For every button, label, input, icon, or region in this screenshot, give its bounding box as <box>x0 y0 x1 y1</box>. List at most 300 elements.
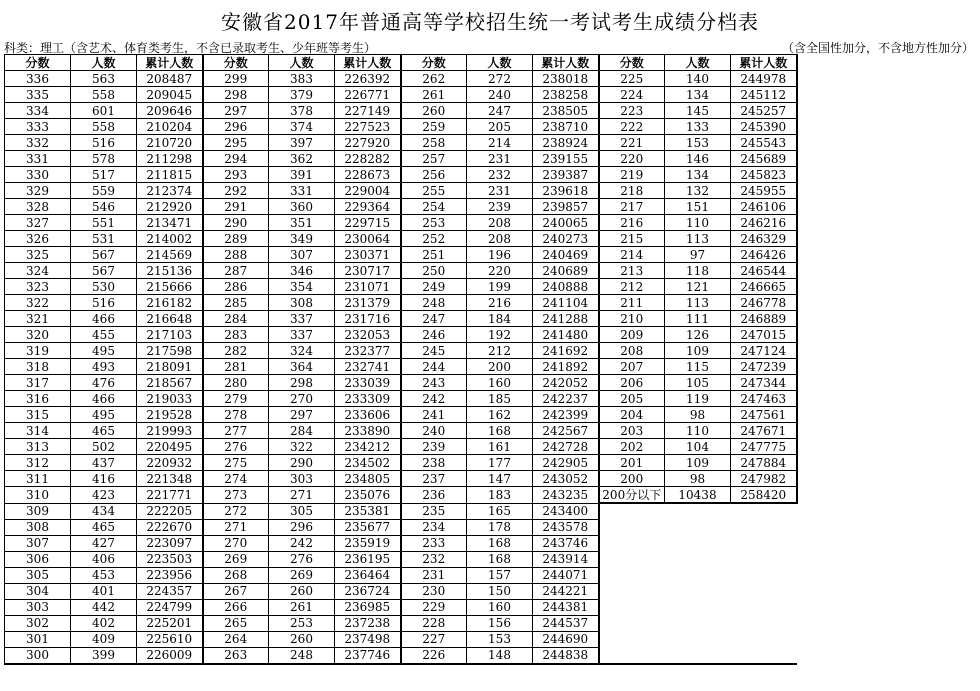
score-cell: 241 <box>401 407 467 423</box>
count-cell: 465 <box>71 519 137 535</box>
cumulative-cell: 242728 <box>533 439 599 455</box>
cumulative-cell: 236464 <box>335 567 401 583</box>
table-row <box>5 215 797 231</box>
table-row <box>5 391 797 407</box>
count-cell: 303 <box>269 471 335 487</box>
count-cell: 133 <box>665 119 731 135</box>
score-cell: 313 <box>5 439 71 455</box>
empty-cell <box>731 647 797 664</box>
score-cell: 332 <box>5 135 71 151</box>
score-cell: 286 <box>203 279 269 295</box>
score-cell: 327 <box>5 215 71 231</box>
cumulative-cell: 235076 <box>335 487 401 504</box>
score-cell: 217 <box>599 199 665 215</box>
score-cell: 250 <box>401 263 467 279</box>
empty-cell <box>599 535 665 551</box>
score-cell: 212 <box>599 279 665 295</box>
score-cell: 200分以下 <box>599 487 665 504</box>
cumulative-cell: 240888 <box>533 279 599 295</box>
count-cell: 98 <box>665 471 731 487</box>
count-cell: 153 <box>467 631 533 647</box>
header-row <box>5 55 797 71</box>
count-cell: 558 <box>71 87 137 103</box>
cumulative-cell: 220932 <box>137 455 203 471</box>
count-cell: 391 <box>269 167 335 183</box>
count-cell: 212 <box>467 343 533 359</box>
cumulative-cell: 229004 <box>335 183 401 199</box>
score-cell: 202 <box>599 439 665 455</box>
cumulative-cell: 241288 <box>533 311 599 327</box>
count-cell: 253 <box>269 615 335 631</box>
count-cell: 416 <box>71 471 137 487</box>
cumulative-cell: 222670 <box>137 519 203 535</box>
score-cell: 231 <box>401 567 467 583</box>
count-cell: 284 <box>269 423 335 439</box>
table-row <box>5 407 797 423</box>
count-cell: 132 <box>665 183 731 199</box>
cumulative-cell: 236985 <box>335 599 401 615</box>
score-cell: 324 <box>5 263 71 279</box>
score-cell: 233 <box>401 535 467 551</box>
score-cell: 279 <box>203 391 269 407</box>
score-cell: 258 <box>401 135 467 151</box>
score-cell: 317 <box>5 375 71 391</box>
count-cell: 205 <box>467 119 533 135</box>
count-cell: 260 <box>269 583 335 599</box>
score-cell: 291 <box>203 199 269 215</box>
count-cell: 168 <box>467 551 533 567</box>
count-cell: 160 <box>467 375 533 391</box>
count-cell: 162 <box>467 407 533 423</box>
cumulative-cell: 241892 <box>533 359 599 375</box>
count-cell: 260 <box>269 631 335 647</box>
count-cell: 379 <box>269 87 335 103</box>
count-cell: 346 <box>269 263 335 279</box>
count-cell: 184 <box>467 311 533 327</box>
table-row <box>5 231 797 247</box>
score-cell: 330 <box>5 167 71 183</box>
count-cell: 119 <box>665 391 731 407</box>
count-cell: 298 <box>269 375 335 391</box>
cumulative-cell: 236724 <box>335 583 401 599</box>
cumulative-cell: 247884 <box>731 455 797 471</box>
table-row <box>5 199 797 215</box>
empty-cell <box>599 519 665 535</box>
table-row <box>5 567 797 583</box>
empty-cell <box>731 567 797 583</box>
score-cell: 209 <box>599 327 665 343</box>
score-cell: 269 <box>203 551 269 567</box>
count-cell: 177 <box>467 455 533 471</box>
table-row <box>5 71 797 87</box>
empty-cell <box>665 631 731 647</box>
score-cell: 273 <box>203 487 269 504</box>
cumulative-cell: 210720 <box>137 135 203 151</box>
count-cell: 269 <box>269 567 335 583</box>
cumulative-cell: 212920 <box>137 199 203 215</box>
score-header: 分数 <box>203 55 269 71</box>
cumulative-cell: 247671 <box>731 423 797 439</box>
score-cell: 274 <box>203 471 269 487</box>
cumulative-cell: 218091 <box>137 359 203 375</box>
score-cell: 322 <box>5 295 71 311</box>
count-cell: 290 <box>269 455 335 471</box>
cumulative-cell: 247015 <box>731 327 797 343</box>
cumulative-cell: 222205 <box>137 503 203 519</box>
count-cell: 516 <box>71 135 137 151</box>
count-cell: 148 <box>467 647 533 664</box>
score-cell: 299 <box>203 71 269 87</box>
table-row <box>5 167 797 183</box>
cumulative-cell: 212374 <box>137 183 203 199</box>
count-cell: 261 <box>269 599 335 615</box>
score-cell: 285 <box>203 295 269 311</box>
score-cell: 277 <box>203 423 269 439</box>
cumulative-cell: 241480 <box>533 327 599 343</box>
count-cell: 276 <box>269 551 335 567</box>
cumulative-cell: 224357 <box>137 583 203 599</box>
cumulative-cell: 213471 <box>137 215 203 231</box>
empty-cell <box>599 599 665 615</box>
score-cell: 293 <box>203 167 269 183</box>
count-cell: 466 <box>71 391 137 407</box>
score-cell: 251 <box>401 247 467 263</box>
empty-cell <box>599 551 665 567</box>
score-cell: 219 <box>599 167 665 183</box>
score-cell: 295 <box>203 135 269 151</box>
empty-cell <box>731 503 797 519</box>
score-cell: 307 <box>5 535 71 551</box>
cumulative-cell: 239857 <box>533 199 599 215</box>
cumulative-cell: 210204 <box>137 119 203 135</box>
cumulative-cell: 232377 <box>335 343 401 359</box>
empty-cell <box>665 647 731 664</box>
score-cell: 296 <box>203 119 269 135</box>
score-cell: 333 <box>5 119 71 135</box>
cumulative-cell: 240273 <box>533 231 599 247</box>
count-cell: 216 <box>467 295 533 311</box>
cumulative-cell: 241104 <box>533 295 599 311</box>
count-cell: 516 <box>71 295 137 311</box>
count-cell: 270 <box>269 391 335 407</box>
empty-cell <box>731 615 797 631</box>
cumulative-cell: 246544 <box>731 263 797 279</box>
count-cell: 160 <box>467 599 533 615</box>
count-cell: 247 <box>467 103 533 119</box>
score-cell: 257 <box>401 151 467 167</box>
score-cell: 275 <box>203 455 269 471</box>
cumulative-cell: 227920 <box>335 135 401 151</box>
count-cell: 199 <box>467 279 533 295</box>
score-cell: 298 <box>203 87 269 103</box>
empty-cell <box>599 503 665 519</box>
cumulative-cell: 247561 <box>731 407 797 423</box>
score-cell: 323 <box>5 279 71 295</box>
table-row <box>5 535 797 551</box>
count-cell: 97 <box>665 247 731 263</box>
cumulative-cell: 234502 <box>335 455 401 471</box>
score-cell: 321 <box>5 311 71 327</box>
cumulative-cell: 227523 <box>335 119 401 135</box>
count-cell: 208 <box>467 231 533 247</box>
count-header: 人数 <box>467 55 533 71</box>
score-cell: 315 <box>5 407 71 423</box>
cumulative-cell: 237238 <box>335 615 401 631</box>
empty-cell <box>599 583 665 599</box>
empty-cell <box>731 535 797 551</box>
score-cell: 325 <box>5 247 71 263</box>
score-cell: 227 <box>401 631 467 647</box>
score-cell: 245 <box>401 343 467 359</box>
cumulative-cell: 227149 <box>335 103 401 119</box>
count-cell: 196 <box>467 247 533 263</box>
cumulative-cell: 246778 <box>731 295 797 311</box>
cumulative-cell: 247239 <box>731 359 797 375</box>
table-row <box>5 375 797 391</box>
cumulative-cell: 234805 <box>335 471 401 487</box>
table-row <box>5 247 797 263</box>
count-cell: 364 <box>269 359 335 375</box>
score-cell: 230 <box>401 583 467 599</box>
cumulative-cell: 242399 <box>533 407 599 423</box>
cumulative-cell: 229364 <box>335 199 401 215</box>
cumulative-cell: 245543 <box>731 135 797 151</box>
table-row <box>5 551 797 567</box>
cumulative-cell: 244690 <box>533 631 599 647</box>
cumulative-cell: 243235 <box>533 487 599 504</box>
table-row <box>5 583 797 599</box>
count-cell: 192 <box>467 327 533 343</box>
count-cell: 493 <box>71 359 137 375</box>
count-cell: 465 <box>71 423 137 439</box>
score-cell: 243 <box>401 375 467 391</box>
score-cell: 300 <box>5 647 71 664</box>
count-cell: 349 <box>269 231 335 247</box>
table-row <box>5 615 797 631</box>
table-row <box>5 103 797 119</box>
cumulative-header: 累计人数 <box>533 55 599 71</box>
count-cell: 455 <box>71 327 137 343</box>
cumulative-cell: 245823 <box>731 167 797 183</box>
count-cell: 147 <box>467 471 533 487</box>
cumulative-cell: 218567 <box>137 375 203 391</box>
cumulative-cell: 247463 <box>731 391 797 407</box>
score-cell: 312 <box>5 455 71 471</box>
cumulative-cell: 215136 <box>137 263 203 279</box>
count-cell: 559 <box>71 183 137 199</box>
empty-cell <box>665 535 731 551</box>
cumulative-cell: 223503 <box>137 551 203 567</box>
count-cell: 397 <box>269 135 335 151</box>
cumulative-cell: 216182 <box>137 295 203 311</box>
count-cell: 104 <box>665 439 731 455</box>
count-cell: 115 <box>665 359 731 375</box>
count-cell: 134 <box>665 87 731 103</box>
cumulative-cell: 247775 <box>731 439 797 455</box>
cumulative-cell: 246216 <box>731 215 797 231</box>
score-cell: 226 <box>401 647 467 664</box>
score-cell: 215 <box>599 231 665 247</box>
cumulative-cell: 247124 <box>731 343 797 359</box>
cumulative-cell: 225201 <box>137 615 203 631</box>
count-cell: 434 <box>71 503 137 519</box>
table-row <box>5 343 797 359</box>
count-cell: 231 <box>467 151 533 167</box>
count-cell: 161 <box>467 439 533 455</box>
count-cell: 427 <box>71 535 137 551</box>
table-row <box>5 455 797 471</box>
table-row <box>5 279 797 295</box>
empty-cell <box>731 583 797 599</box>
count-cell: 296 <box>269 519 335 535</box>
score-cell: 287 <box>203 263 269 279</box>
count-cell: 546 <box>71 199 137 215</box>
score-cell: 314 <box>5 423 71 439</box>
cumulative-cell: 226009 <box>137 647 203 664</box>
cumulative-cell: 229715 <box>335 215 401 231</box>
score-cell: 268 <box>203 567 269 583</box>
empty-cell <box>731 599 797 615</box>
table-row <box>5 423 797 439</box>
cumulative-cell: 235677 <box>335 519 401 535</box>
cumulative-cell: 234212 <box>335 439 401 455</box>
score-cell: 272 <box>203 503 269 519</box>
cumulative-cell: 246665 <box>731 279 797 295</box>
empty-cell <box>665 583 731 599</box>
cumulative-cell: 243578 <box>533 519 599 535</box>
score-cell: 238 <box>401 455 467 471</box>
cumulative-cell: 243746 <box>533 535 599 551</box>
score-cell: 240 <box>401 423 467 439</box>
score-cell: 210 <box>599 311 665 327</box>
score-cell: 305 <box>5 567 71 583</box>
score-cell: 308 <box>5 519 71 535</box>
count-cell: 178 <box>467 519 533 535</box>
cumulative-cell: 238018 <box>533 71 599 87</box>
table-row <box>5 631 797 647</box>
score-cell: 331 <box>5 151 71 167</box>
cumulative-cell: 245955 <box>731 183 797 199</box>
score-cell: 276 <box>203 439 269 455</box>
count-cell: 567 <box>71 247 137 263</box>
table-row <box>5 119 797 135</box>
cumulative-cell: 231071 <box>335 279 401 295</box>
score-cell: 239 <box>401 439 467 455</box>
count-cell: 113 <box>665 295 731 311</box>
count-cell: 113 <box>665 231 731 247</box>
bonus-note: （含全国性加分，不含地方性加分） <box>781 41 974 55</box>
empty-cell <box>731 551 797 567</box>
table-row <box>5 263 797 279</box>
score-cell: 329 <box>5 183 71 199</box>
count-cell: 601 <box>71 103 137 119</box>
score-cell: 237 <box>401 471 467 487</box>
score-cell: 261 <box>401 87 467 103</box>
cumulative-cell: 247344 <box>731 375 797 391</box>
cumulative-header: 累计人数 <box>731 55 797 71</box>
score-cell: 294 <box>203 151 269 167</box>
score-header: 分数 <box>401 55 467 71</box>
count-cell: 165 <box>467 503 533 519</box>
table-row <box>5 519 797 535</box>
cumulative-cell: 236195 <box>335 551 401 567</box>
count-cell: 466 <box>71 311 137 327</box>
cumulative-cell: 209045 <box>137 87 203 103</box>
table-row <box>5 151 797 167</box>
empty-cell <box>731 631 797 647</box>
table-row <box>5 647 797 664</box>
score-cell: 262 <box>401 71 467 87</box>
cumulative-cell: 214569 <box>137 247 203 263</box>
count-cell: 453 <box>71 567 137 583</box>
count-cell: 157 <box>467 567 533 583</box>
score-cell: 304 <box>5 583 71 599</box>
cumulative-cell: 238924 <box>533 135 599 151</box>
count-cell: 558 <box>71 119 137 135</box>
score-header: 分数 <box>599 55 665 71</box>
count-cell: 409 <box>71 631 137 647</box>
score-cell: 301 <box>5 631 71 647</box>
cumulative-cell: 228673 <box>335 167 401 183</box>
table-row <box>5 359 797 375</box>
score-cell: 282 <box>203 343 269 359</box>
score-cell: 223 <box>599 103 665 119</box>
score-cell: 220 <box>599 151 665 167</box>
cumulative-cell: 224799 <box>137 599 203 615</box>
count-header: 人数 <box>269 55 335 71</box>
empty-cell <box>599 631 665 647</box>
score-header: 分数 <box>5 55 71 71</box>
count-cell: 406 <box>71 551 137 567</box>
count-cell: 517 <box>71 167 137 183</box>
cumulative-cell: 231716 <box>335 311 401 327</box>
cumulative-cell: 216648 <box>137 311 203 327</box>
score-cell: 204 <box>599 407 665 423</box>
count-cell: 153 <box>665 135 731 151</box>
cumulative-cell: 245257 <box>731 103 797 119</box>
empty-cell <box>731 519 797 535</box>
cumulative-cell: 246329 <box>731 231 797 247</box>
cumulative-cell: 240689 <box>533 263 599 279</box>
score-cell: 207 <box>599 359 665 375</box>
count-cell: 502 <box>71 439 137 455</box>
count-cell: 98 <box>665 407 731 423</box>
count-cell: 242 <box>269 535 335 551</box>
score-cell: 235 <box>401 503 467 519</box>
score-cell: 246 <box>401 327 467 343</box>
count-cell: 374 <box>269 119 335 135</box>
table-row <box>5 87 797 103</box>
empty-cell <box>665 599 731 615</box>
empty-cell <box>665 503 731 519</box>
cumulative-cell: 235919 <box>335 535 401 551</box>
count-cell: 121 <box>665 279 731 295</box>
cumulative-cell: 244537 <box>533 615 599 631</box>
count-cell: 105 <box>665 375 731 391</box>
table-row <box>5 503 797 519</box>
cumulative-cell: 244838 <box>533 647 599 664</box>
cumulative-cell: 215666 <box>137 279 203 295</box>
count-cell: 324 <box>269 343 335 359</box>
cumulative-cell: 243914 <box>533 551 599 567</box>
score-cell: 265 <box>203 615 269 631</box>
cumulative-cell: 245390 <box>731 119 797 135</box>
count-cell: 563 <box>71 71 137 87</box>
score-cell: 252 <box>401 231 467 247</box>
score-cell: 280 <box>203 375 269 391</box>
count-cell: 337 <box>269 311 335 327</box>
score-cell: 336 <box>5 71 71 87</box>
